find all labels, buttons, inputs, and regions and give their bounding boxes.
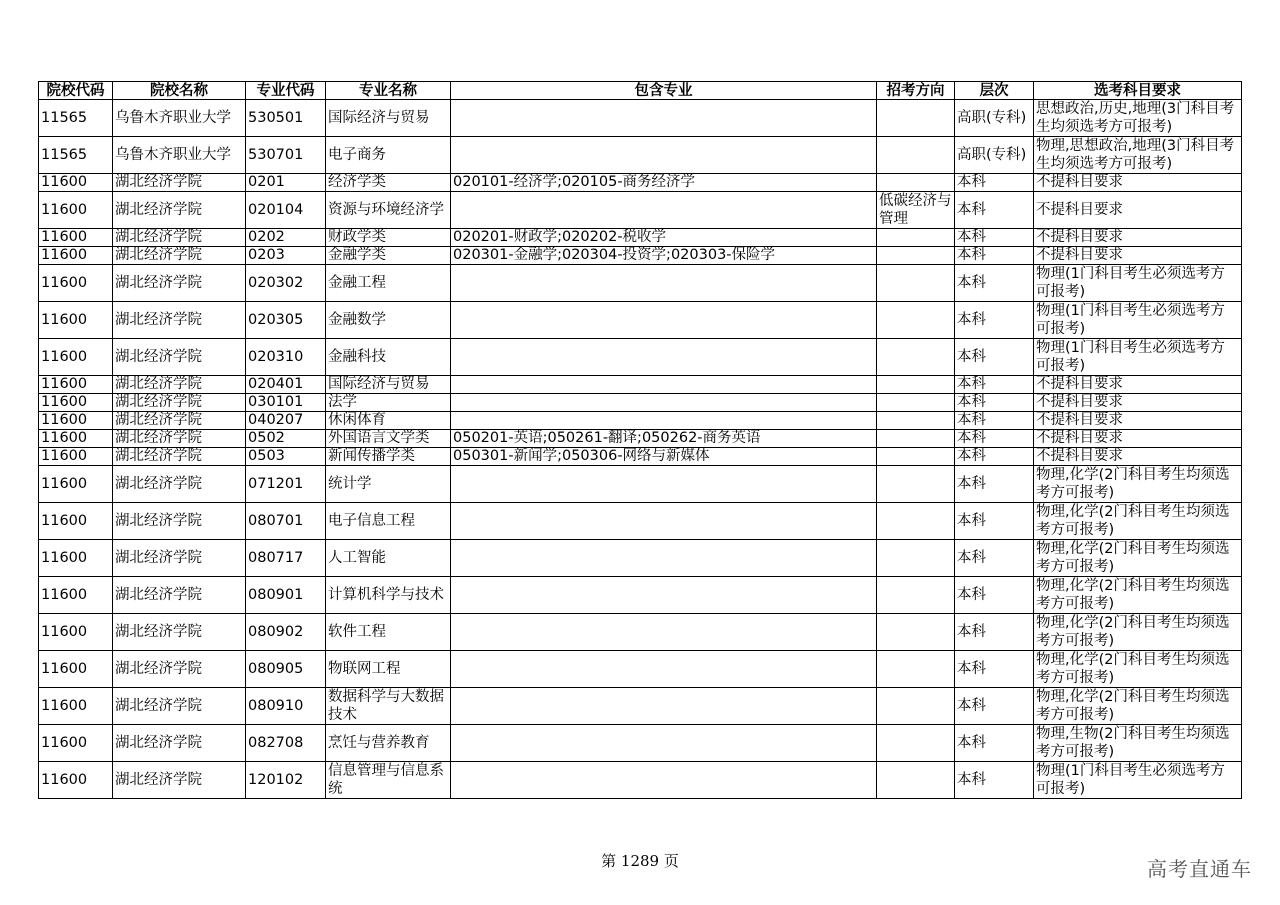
cell-major-code: 530501 <box>246 100 326 137</box>
cell-major-name: 计算机科学与技术 <box>326 577 451 614</box>
cell-subject-requirement: 物理,化学(2门科目考生均须选考方可报考) <box>1034 688 1242 725</box>
cell-direction: 低碳经济与管理 <box>877 192 955 229</box>
cell-subject-requirement: 不提科目要求 <box>1034 430 1242 448</box>
cell-school-name: 湖北经济学院 <box>113 651 246 688</box>
cell-level: 本科 <box>955 412 1034 430</box>
cell-school-name: 湖北经济学院 <box>113 688 246 725</box>
cell-subject-requirement: 不提科目要求 <box>1034 376 1242 394</box>
cell-subject-requirement: 物理,化学(2门科目考生均须选考方可报考) <box>1034 466 1242 503</box>
cell-school-code: 11600 <box>39 412 113 430</box>
cell-major-name: 休闲体育 <box>326 412 451 430</box>
header-major-code: 专业代码 <box>246 82 326 100</box>
table-row <box>39 688 1242 725</box>
cell-included-majors <box>451 466 877 503</box>
cell-school-name: 湖北经济学院 <box>113 466 246 503</box>
cell-level: 本科 <box>955 174 1034 192</box>
cell-subject-requirement: 物理,化学(2门科目考生均须选考方可报考) <box>1034 540 1242 577</box>
cell-level: 高职(专科) <box>955 137 1034 174</box>
table-row <box>39 430 1242 448</box>
cell-level: 本科 <box>955 339 1034 376</box>
cell-major-name: 信息管理与信息系统 <box>326 762 451 799</box>
table-row <box>39 448 1242 466</box>
table-row <box>39 376 1242 394</box>
cell-included-majors <box>451 412 877 430</box>
cell-included-majors <box>451 137 877 174</box>
cell-major-name: 外国语言文学类 <box>326 430 451 448</box>
cell-direction <box>877 448 955 466</box>
cell-school-name: 湖北经济学院 <box>113 614 246 651</box>
cell-subject-requirement: 不提科目要求 <box>1034 192 1242 229</box>
cell-direction <box>877 651 955 688</box>
cell-major-code: 080902 <box>246 614 326 651</box>
table-row <box>39 174 1242 192</box>
cell-major-name: 金融学类 <box>326 247 451 265</box>
cell-school-name: 湖北经济学院 <box>113 503 246 540</box>
cell-direction <box>877 174 955 192</box>
cell-school-name: 湖北经济学院 <box>113 174 246 192</box>
cell-direction <box>877 229 955 247</box>
cell-direction <box>877 137 955 174</box>
cell-included-majors <box>451 265 877 302</box>
cell-major-code: 0203 <box>246 247 326 265</box>
cell-school-code: 11600 <box>39 430 113 448</box>
cell-subject-requirement: 物理,化学(2门科目考生均须选考方可报考) <box>1034 651 1242 688</box>
cell-included-majors: 020101-经济学;020105-商务经济学 <box>451 174 877 192</box>
cell-school-code: 11600 <box>39 725 113 762</box>
cell-school-code: 11600 <box>39 339 113 376</box>
cell-school-name: 湖北经济学院 <box>113 725 246 762</box>
cell-school-code: 11600 <box>39 577 113 614</box>
cell-major-code: 020104 <box>246 192 326 229</box>
table-row <box>39 192 1242 229</box>
cell-major-code: 020305 <box>246 302 326 339</box>
cell-school-name: 湖北经济学院 <box>113 540 246 577</box>
cell-subject-requirement: 物理,化学(2门科目考生均须选考方可报考) <box>1034 577 1242 614</box>
cell-school-code: 11565 <box>39 100 113 137</box>
cell-school-code: 11600 <box>39 688 113 725</box>
cell-major-name: 金融数学 <box>326 302 451 339</box>
cell-school-code: 11600 <box>39 466 113 503</box>
cell-major-code: 080905 <box>246 651 326 688</box>
cell-included-majors: 050301-新闻学;050306-网络与新媒体 <box>451 448 877 466</box>
cell-subject-requirement: 物理,化学(2门科目考生均须选考方可报考) <box>1034 614 1242 651</box>
cell-included-majors: 050201-英语;050261-翻译;050262-商务英语 <box>451 430 877 448</box>
cell-level: 本科 <box>955 302 1034 339</box>
cell-included-majors <box>451 376 877 394</box>
cell-major-name: 国际经济与贸易 <box>326 376 451 394</box>
cell-level: 本科 <box>955 466 1034 503</box>
cell-level: 本科 <box>955 503 1034 540</box>
cell-direction <box>877 540 955 577</box>
cell-direction <box>877 725 955 762</box>
cell-direction <box>877 247 955 265</box>
table-row <box>39 394 1242 412</box>
cell-school-name: 湖北经济学院 <box>113 430 246 448</box>
cell-included-majors <box>451 577 877 614</box>
cell-level: 高职(专科) <box>955 100 1034 137</box>
cell-school-code: 11600 <box>39 448 113 466</box>
cell-included-majors <box>451 302 877 339</box>
cell-subject-requirement: 物理(1门科目考生必须选考方可报考) <box>1034 762 1242 799</box>
cell-direction <box>877 430 955 448</box>
cell-subject-requirement: 思想政治,历史,地理(3门科目考生均须选考方可报考) <box>1034 100 1242 137</box>
table-row <box>39 577 1242 614</box>
cell-level: 本科 <box>955 688 1034 725</box>
cell-major-code: 0502 <box>246 430 326 448</box>
cell-school-name: 乌鲁木齐职业大学 <box>113 100 246 137</box>
cell-subject-requirement: 物理(1门科目考生必须选考方可报考) <box>1034 302 1242 339</box>
cell-school-name: 湖北经济学院 <box>113 229 246 247</box>
header-subject-requirement: 选考科目要求 <box>1034 82 1242 100</box>
cell-level: 本科 <box>955 394 1034 412</box>
cell-included-majors <box>451 762 877 799</box>
cell-school-code: 11600 <box>39 192 113 229</box>
table-row <box>39 265 1242 302</box>
cell-school-code: 11600 <box>39 265 113 302</box>
cell-school-name: 湖北经济学院 <box>113 394 246 412</box>
cell-direction <box>877 466 955 503</box>
cell-included-majors <box>451 688 877 725</box>
cell-school-code: 11600 <box>39 503 113 540</box>
cell-included-majors <box>451 614 877 651</box>
cell-school-name: 湖北经济学院 <box>113 412 246 430</box>
cell-level: 本科 <box>955 265 1034 302</box>
cell-included-majors <box>451 192 877 229</box>
cell-direction <box>877 376 955 394</box>
cell-direction <box>877 412 955 430</box>
cell-school-name: 湖北经济学院 <box>113 247 246 265</box>
header-level: 层次 <box>955 82 1034 100</box>
watermark-text: 高考直通车 <box>1147 857 1252 881</box>
cell-school-name: 湖北经济学院 <box>113 762 246 799</box>
cell-school-name: 湖北经济学院 <box>113 339 246 376</box>
cell-major-code: 040207 <box>246 412 326 430</box>
cell-major-code: 530701 <box>246 137 326 174</box>
cell-major-code: 080901 <box>246 577 326 614</box>
table-row <box>39 540 1242 577</box>
cell-major-code: 030101 <box>246 394 326 412</box>
table-header <box>39 82 1242 100</box>
cell-major-name: 电子信息工程 <box>326 503 451 540</box>
cell-major-code: 120102 <box>246 762 326 799</box>
cell-included-majors <box>451 100 877 137</box>
cell-included-majors: 020301-金融学;020304-投资学;020303-保险学 <box>451 247 877 265</box>
cell-major-code: 080910 <box>246 688 326 725</box>
table-row <box>39 614 1242 651</box>
cell-major-name: 新闻传播学类 <box>326 448 451 466</box>
cell-school-name: 湖北经济学院 <box>113 376 246 394</box>
header-school-name: 院校名称 <box>113 82 246 100</box>
cell-level: 本科 <box>955 725 1034 762</box>
cell-subject-requirement: 不提科目要求 <box>1034 394 1242 412</box>
cell-major-name: 统计学 <box>326 466 451 503</box>
table-row <box>39 100 1242 137</box>
cell-major-name: 人工智能 <box>326 540 451 577</box>
cell-major-name: 烹饪与营养教育 <box>326 725 451 762</box>
table-row <box>39 725 1242 762</box>
cell-subject-requirement: 物理,化学(2门科目考生均须选考方可报考) <box>1034 503 1242 540</box>
cell-major-code: 082708 <box>246 725 326 762</box>
cell-direction <box>877 265 955 302</box>
cell-subject-requirement: 不提科目要求 <box>1034 174 1242 192</box>
cell-school-code: 11600 <box>39 394 113 412</box>
cell-major-name: 资源与环境经济学 <box>326 192 451 229</box>
cell-major-code: 080717 <box>246 540 326 577</box>
cell-direction <box>877 503 955 540</box>
cell-level: 本科 <box>955 762 1034 799</box>
table-row <box>39 651 1242 688</box>
header-school-code: 院校代码 <box>39 82 113 100</box>
cell-subject-requirement: 不提科目要求 <box>1034 247 1242 265</box>
cell-level: 本科 <box>955 247 1034 265</box>
cell-school-name: 湖北经济学院 <box>113 265 246 302</box>
cell-included-majors: 020201-财政学;020202-税收学 <box>451 229 877 247</box>
cell-major-code: 020401 <box>246 376 326 394</box>
cell-level: 本科 <box>955 651 1034 688</box>
cell-school-code: 11600 <box>39 247 113 265</box>
cell-major-code: 0201 <box>246 174 326 192</box>
header-major-name: 专业名称 <box>326 82 451 100</box>
page-number: 第 1289 页 <box>601 852 679 870</box>
cell-level: 本科 <box>955 430 1034 448</box>
table-row <box>39 762 1242 799</box>
cell-subject-requirement: 物理(1门科目考生必须选考方可报考) <box>1034 265 1242 302</box>
cell-major-name: 国际经济与贸易 <box>326 100 451 137</box>
cell-major-code: 020302 <box>246 265 326 302</box>
cell-major-name: 数据科学与大数据技术 <box>326 688 451 725</box>
cell-major-name: 法学 <box>326 394 451 412</box>
cell-school-code: 11565 <box>39 137 113 174</box>
cell-major-name: 物联网工程 <box>326 651 451 688</box>
cell-school-code: 11600 <box>39 174 113 192</box>
cell-subject-requirement: 物理,生物(2门科目考生均须选考方可报考) <box>1034 725 1242 762</box>
cell-direction <box>877 762 955 799</box>
cell-school-name: 湖北经济学院 <box>113 577 246 614</box>
cell-level: 本科 <box>955 614 1034 651</box>
cell-included-majors <box>451 503 877 540</box>
cell-school-name: 湖北经济学院 <box>113 302 246 339</box>
table-row <box>39 137 1242 174</box>
table-row <box>39 466 1242 503</box>
cell-level: 本科 <box>955 192 1034 229</box>
cell-major-name: 经济学类 <box>326 174 451 192</box>
cell-direction <box>877 614 955 651</box>
table-row <box>39 412 1242 430</box>
cell-school-code: 11600 <box>39 302 113 339</box>
header-direction: 招考方向 <box>877 82 955 100</box>
cell-subject-requirement: 物理,思想政治,地理(3门科目考生均须选考方可报考) <box>1034 137 1242 174</box>
cell-direction <box>877 339 955 376</box>
admission-table <box>38 81 1242 799</box>
cell-major-name: 电子商务 <box>326 137 451 174</box>
cell-school-code: 11600 <box>39 376 113 394</box>
cell-included-majors <box>451 540 877 577</box>
cell-level: 本科 <box>955 540 1034 577</box>
cell-school-name: 湖北经济学院 <box>113 192 246 229</box>
cell-subject-requirement: 物理(1门科目考生必须选考方可报考) <box>1034 339 1242 376</box>
cell-major-code: 0202 <box>246 229 326 247</box>
cell-direction <box>877 688 955 725</box>
cell-included-majors <box>451 339 877 376</box>
cell-major-code: 080701 <box>246 503 326 540</box>
cell-level: 本科 <box>955 448 1034 466</box>
cell-direction <box>877 394 955 412</box>
cell-school-code: 11600 <box>39 540 113 577</box>
cell-school-code: 11600 <box>39 229 113 247</box>
table-row <box>39 229 1242 247</box>
table-row <box>39 339 1242 376</box>
cell-level: 本科 <box>955 376 1034 394</box>
cell-school-code: 11600 <box>39 651 113 688</box>
cell-level: 本科 <box>955 229 1034 247</box>
cell-major-name: 软件工程 <box>326 614 451 651</box>
cell-school-name: 乌鲁木齐职业大学 <box>113 137 246 174</box>
cell-included-majors <box>451 725 877 762</box>
cell-included-majors <box>451 394 877 412</box>
cell-level: 本科 <box>955 577 1034 614</box>
cell-subject-requirement: 不提科目要求 <box>1034 412 1242 430</box>
cell-school-code: 11600 <box>39 614 113 651</box>
header-included-majors: 包含专业 <box>451 82 877 100</box>
cell-school-code: 11600 <box>39 762 113 799</box>
cell-major-code: 071201 <box>246 466 326 503</box>
cell-subject-requirement: 不提科目要求 <box>1034 229 1242 247</box>
cell-direction <box>877 100 955 137</box>
table-row <box>39 503 1242 540</box>
cell-direction <box>877 577 955 614</box>
header-row <box>39 82 1242 100</box>
table-body <box>39 100 1242 799</box>
cell-major-code: 0503 <box>246 448 326 466</box>
table-row <box>39 302 1242 339</box>
table-row <box>39 247 1242 265</box>
cell-school-name: 湖北经济学院 <box>113 448 246 466</box>
cell-major-name: 金融工程 <box>326 265 451 302</box>
cell-direction <box>877 302 955 339</box>
cell-major-name: 财政学类 <box>326 229 451 247</box>
cell-major-code: 020310 <box>246 339 326 376</box>
cell-subject-requirement: 不提科目要求 <box>1034 448 1242 466</box>
cell-included-majors <box>451 651 877 688</box>
cell-major-name: 金融科技 <box>326 339 451 376</box>
